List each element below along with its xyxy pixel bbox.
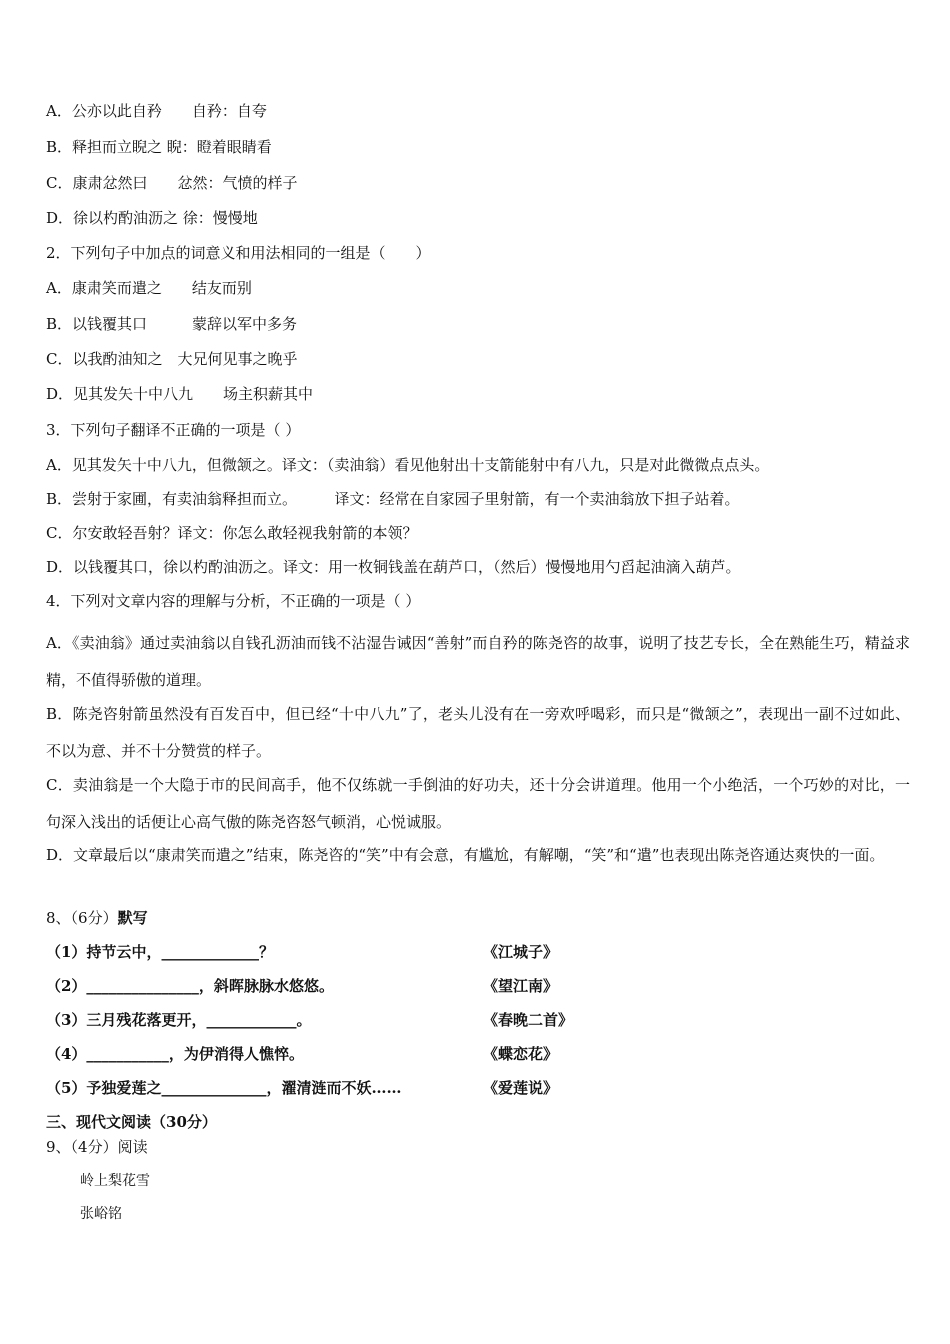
q8-item-5: [46, 1078, 910, 1098]
q2-option-a: A．康肃笑而遣之 结友而别: [46, 279, 252, 297]
q8-item-4: [46, 1044, 910, 1064]
q8-item-text: （2）_______________，斜晖脉脉水悠悠。: [46, 977, 334, 995]
q4-stem: 4．下列对文章内容的理解与分析，不正确的一项是（ ）: [46, 592, 421, 610]
q2-stem: 2．下列句子中加点的词意义和用法相同的一组是（ ）: [46, 244, 431, 262]
q8-item-3: [46, 1010, 910, 1030]
q3-stem: 3．下列句子翻译不正确的一项是（ ）: [46, 421, 301, 439]
q1-option-b: B．释担而立睨之 睨：瞪着眼睛看: [46, 138, 272, 156]
q2-option-b: B．以钱覆其口 蒙辞以军中多务: [46, 315, 298, 333]
q8-item-text: （4）___________，为伊消得人憔悴。: [46, 1045, 304, 1063]
q4-option-d: D．文章最后以“康肃笑而遣之”结束，陈尧咨的“笑”中有会意，有尴尬，有解嘲，“笑”和“遣”也表现出陈尧咨通达爽快的一面。: [46, 846, 885, 864]
q3-option-a: A．见其发矢十中八九，但微颔之。译文：（卖油翁）看见他射出十支箭能射中有八九，只是对此微微点点头。: [46, 456, 770, 474]
q3-option-c: C．尔安敢轻吾射？译文：你怎么敢轻视我射箭的本领？: [46, 524, 418, 542]
q8-heading: 默写: [117, 909, 148, 927]
q2-option-d: D．见其发矢十中八九 场主积薪其中: [46, 385, 314, 403]
q4-option-a: A．《卖油翁》通过卖油翁以自钱孔沥油而钱不沾湿告诫因“善射”而自矜的陈尧咨的故事，说明了技艺专长，全在熟能生巧，精益求精，不值得骄傲的道理。: [46, 634, 910, 689]
q4-option-c: C．卖油翁是一个大隐于市的民间高手，他不仅练就一手倒油的好功夫，还十分会讲道理。他用一个小绝活，一个巧妙的对比，一句深入浅出的话便让心高气傲的陈尧咨怒气顿消，心悦诚服。: [46, 776, 910, 831]
q8-item-1: [46, 942, 910, 962]
q9-header: 9、（4分）阅读: [46, 1138, 148, 1156]
q1-option-c: C．康肃忿然曰 忿然：气愤的样子: [46, 174, 298, 192]
q8-header: [46, 908, 910, 928]
q3-option-b: B．尝射于家圃，有卖油翁释担而立。 译文：经常在自家园子里射箭，有一个卖油翁放下担子站着。: [46, 490, 740, 508]
q8-item-2: [46, 976, 910, 996]
q8-item-text: （1）持节云中，_____________？: [46, 943, 274, 961]
q8-item-source: 《江城子》: [483, 943, 559, 961]
passage-title: 岭上梨花雪: [80, 1173, 150, 1189]
q1-option-a: A．公亦以此自矜 自矜：自夸: [46, 102, 267, 120]
q2-option-c: C．以我酌油知之 大兄何见事之晚乎: [46, 350, 298, 368]
section-heading: 三、现代文阅读（30分）: [46, 1113, 217, 1131]
q3-option-d: D．以钱覆其口，徐以杓酌油沥之。译文：用一枚铜钱盖在葫芦口，（然后）慢慢地用勺舀起油滴入葫芦。: [46, 558, 741, 576]
q8-item-source: 《爱莲说》: [483, 1079, 559, 1097]
q8-item-text: （5）予独爱莲之______________，濯清涟而不妖……: [46, 1079, 402, 1097]
q8-item-source: 《蝶恋花》: [483, 1045, 559, 1063]
q8-item-text: （3）三月残花落更开，____________。: [46, 1011, 312, 1029]
q8-item-source: 《春晚二首》: [483, 1011, 574, 1029]
passage-author: 张峪铭: [80, 1206, 122, 1222]
q1-option-d: D．徐以杓酌油沥之 徐：慢慢地: [46, 209, 258, 227]
q4-option-b: B．陈尧咨射箭虽然没有百发百中，但已经“十中八九”了，老头儿没有在一旁欢呼喝彩，而只是“微颔之”，表现出一副不过如此、不以为意、并不十分赞赏的样子。: [46, 705, 910, 760]
q8-item-source: 《望江南》: [483, 977, 559, 995]
q8-prefix: 8、（6分）: [46, 909, 118, 927]
